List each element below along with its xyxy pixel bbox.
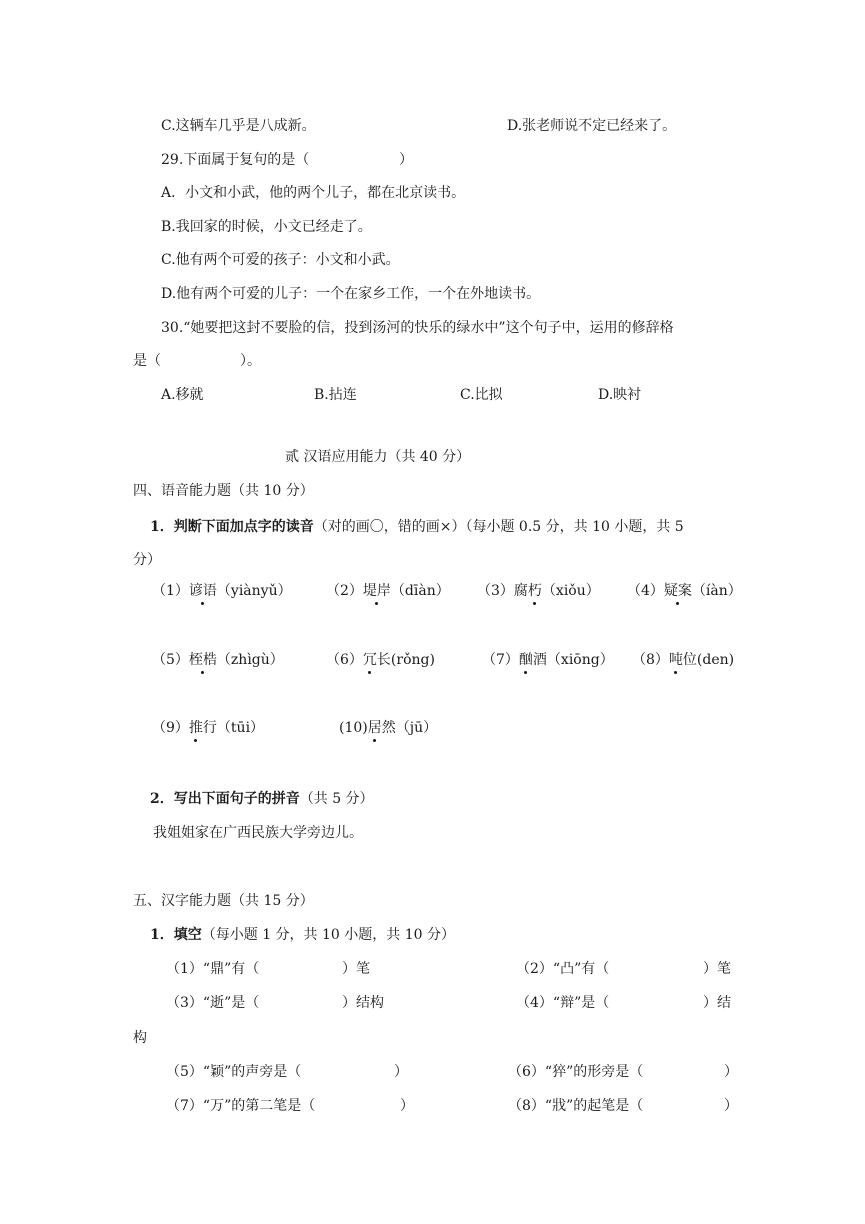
section4-q2-label: 2．写出下面句子的拼音（共 5 分） — [150, 791, 374, 807]
fill-item-7: （7）“万”的第二笔是（ — [166, 1098, 316, 1114]
pinyin-item-5: （5）桎梏（zhìgù） — [152, 652, 284, 668]
section4-q1-label-wrap: 分） — [133, 552, 161, 568]
pinyin-item-8: （8）吨位(den) — [632, 652, 735, 668]
part2-title: 贰 汉语应用能力（共 40 分） — [285, 449, 471, 465]
fill-item-3: （3）“逝”是（ — [166, 995, 260, 1011]
fill-item-5: （5）“颖”的声旁是（ — [166, 1064, 302, 1080]
q29-stem-close: ） — [399, 152, 413, 168]
section4-q2-sentence: 我姐姐家在广西民族大学旁边儿。 — [153, 825, 363, 841]
fill-item-8-end: ） — [724, 1098, 738, 1114]
pinyin-item-4: （4）疑案（íàn） — [627, 583, 742, 599]
fill-item-1-end: ）笔 — [342, 961, 370, 977]
fill-item-6-end: ） — [724, 1064, 738, 1080]
section4-title: 四、语音能力题（共 10 分） — [133, 483, 314, 499]
q29-stem: 29.下面属于复句的是（ — [161, 152, 310, 168]
fill-item-4-end: ）结 — [703, 995, 731, 1011]
pinyin-item-6: （6）冗长(rǒng) — [326, 652, 435, 668]
q30-stem-line2-end: ）。 — [240, 353, 261, 369]
pinyin-item-2: （2）堤岸（dīàn） — [326, 583, 450, 599]
q30-stem-line1: 30.“她要把这封不要脸的信，投到汤河的快乐的绿水中”这个句子中，运用的修辞格 — [161, 320, 674, 336]
pinyin-item-3: （3）腐朽（xiǒu） — [477, 583, 600, 599]
pinyin-item-1: （1）谚语（yiànyǔ） — [152, 583, 292, 599]
section5-q1-label: 1．填空（每小题 1 分，共 10 小题，共 10 分） — [150, 927, 455, 943]
q29-option-b: B.我回家的时候，小文已经走了。 — [161, 219, 372, 235]
fill-item-8: （8）“戕”的起笔是（ — [508, 1098, 644, 1114]
fill-item-6: （6）“猝”的形旁是（ — [508, 1064, 644, 1080]
q30-option-a: A.移就 — [161, 387, 204, 403]
pinyin-item-10: (10)居然（jū） — [339, 720, 438, 736]
fill-item-5-end: ） — [394, 1064, 408, 1080]
fill-item-4: （4）“辩”是（ — [516, 995, 610, 1011]
q30-option-c: C.比拟 — [460, 387, 503, 403]
q29-option-c: C.他有两个可爱的孩子：小文和小武。 — [161, 252, 400, 268]
section4-q1-label-bold: 1．判断下面加点字的读音 — [150, 519, 314, 535]
q30-option-b: B.拈连 — [314, 387, 357, 403]
section4-q1-label — [150, 518, 684, 536]
section5-title: 五、汉字能力题（共 15 分） — [133, 893, 314, 909]
q28-option-d: D.张老师说不定已经来了。 — [507, 118, 677, 134]
pinyin-item-7: （7）酗酒（xiōng） — [482, 652, 614, 668]
q29-option-d: D.他有两个可爱的儿子：一个在家乡工作，一个在外地读书。 — [161, 286, 541, 302]
fill-item-7-end: ） — [400, 1098, 414, 1114]
q28-option-c: C.这辆车几乎是八成新。 — [161, 118, 316, 134]
fill-item-2-end: ）笔 — [703, 961, 731, 977]
q30-stem-line2-start: 是（ — [133, 353, 161, 369]
q29-option-a: A．小文和小武，他的两个儿子，都在北京读书。 — [161, 185, 466, 201]
pinyin-item-9: （9）推行（tūi） — [152, 720, 265, 736]
fill-item-1: （1）“鼎”有（ — [166, 961, 260, 977]
fill-item-2: （2）“凸”有（ — [516, 961, 610, 977]
section4-q1-label-rest: （对的画〇，错的画×）（每小题 0.5 分，共 10 小题，共 5 — [313, 519, 684, 535]
q30-option-d: D.映衬 — [598, 387, 642, 403]
fill-item-3-end: ）结构 — [342, 995, 384, 1011]
fill-item-4-wrap: 构 — [133, 1030, 147, 1046]
